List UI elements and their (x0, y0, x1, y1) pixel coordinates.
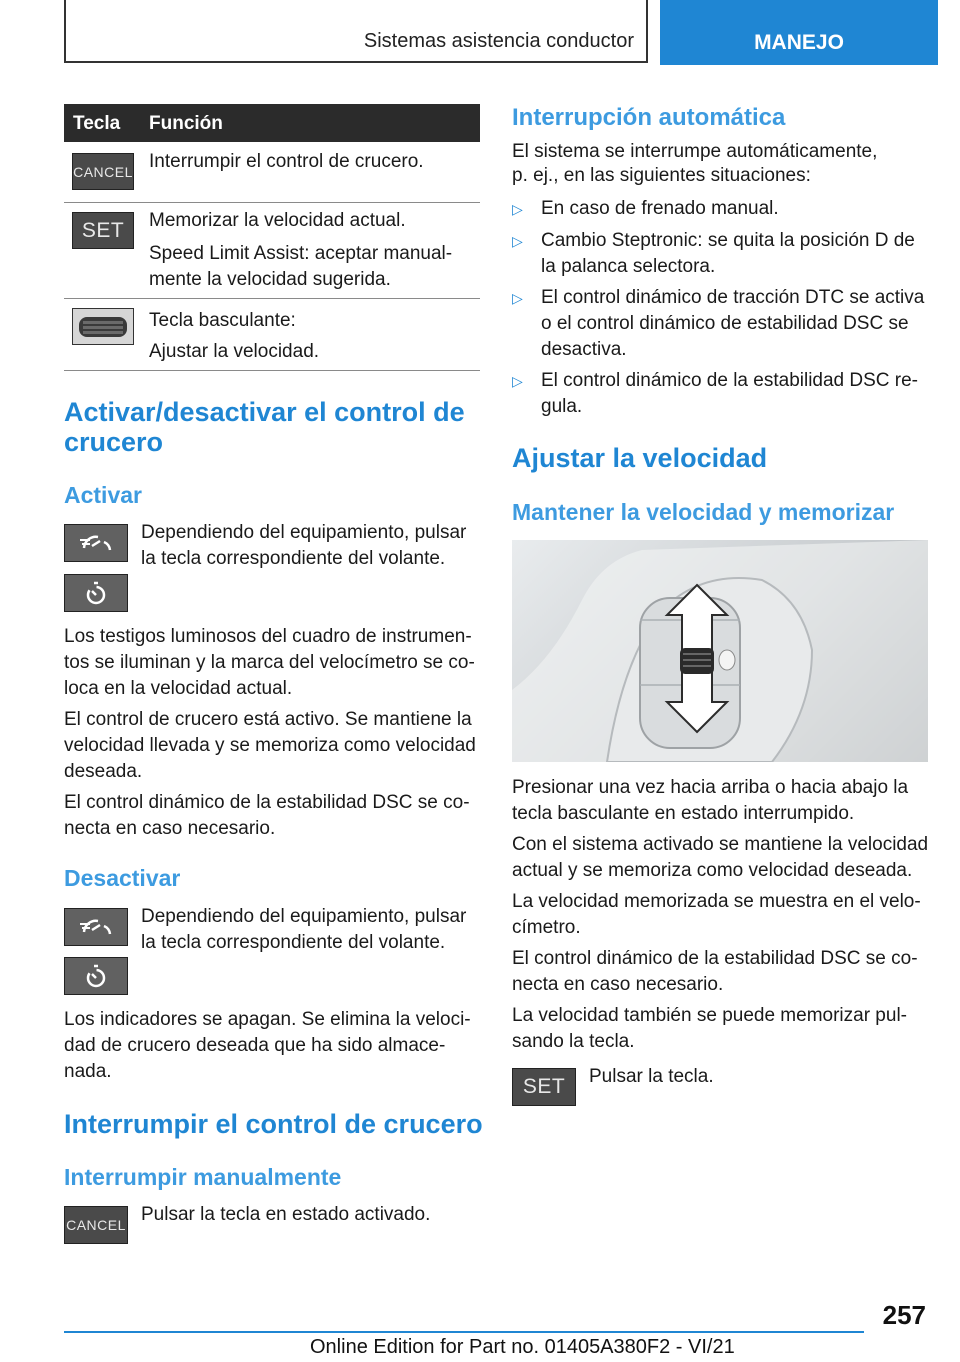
bullet-triangle-icon: ▷ (512, 290, 523, 306)
activar-p2-line1: El control de crucero está activo. Se mantiene la (64, 709, 472, 730)
interrumpir-desc: Pulsar la tecla en estado activado. (141, 1204, 431, 1225)
auto-intro-line2: p. ej., en las siguientes situaciones: (512, 165, 811, 186)
heading-ajustar-velocidad: Ajustar la velocidad (512, 443, 768, 473)
heading-activar-desactivar: Activar/desactivar el control de crucero (64, 397, 465, 457)
mantener-p1-line2: tecla basculante en estado interrumpido. (512, 803, 855, 824)
mantener-p3-line1: La velocidad memorizada se muestra en el velo- (512, 891, 921, 912)
list-item: ▷ En caso de frenado manual. (512, 196, 932, 222)
activar-p2-line2: velocidad llevada y se memoriza como velocidad (64, 735, 476, 756)
activar-p1-line1: Los testigos luminosos del cuadro de instrumen- (64, 626, 472, 647)
desactivar-p1-line1: Los indicadores se apagan. Se elimina la veloci- (64, 1009, 471, 1030)
activar-p1-line2: tos se iluminan y la marca del velocímetro se co- (64, 652, 475, 673)
cruise-control-icon (64, 524, 128, 562)
heading-interrumpir-manual: Interrumpir manualmente (64, 1164, 342, 1190)
bullet-triangle-icon: ▷ (512, 201, 523, 217)
auto-intro-line1: El sistema se interrumpe automáticamente, (512, 141, 878, 162)
desactivar-p1-line2: dad de crucero deseada que ha sido almace- (64, 1035, 446, 1056)
speed-limiter-icon (64, 957, 128, 995)
heading-interrupcion-automatica: Interrupción automática (512, 104, 786, 131)
col-tecla: Tecla (73, 113, 121, 134)
bullet-triangle-icon: ▷ (512, 373, 523, 389)
activar-p3-line1: El control dinámico de la estabilidad DSC se co- (64, 792, 470, 813)
page-number: 257 (882, 1300, 926, 1330)
desactivar-desc-line1: Dependiendo del equipamiento, pulsar (141, 906, 467, 927)
bullet-triangle-icon: ▷ (512, 233, 523, 249)
table-divider (64, 370, 480, 371)
table-row-set-line2: Speed Limit Assist: aceptar manual- (149, 243, 453, 264)
activar-p3-line2: necta en caso necesario. (64, 818, 276, 839)
set-desc: Pulsar la tecla. (589, 1066, 714, 1087)
set-key-icon: SET (512, 1068, 576, 1106)
heading-interrumpir: Interrumpir el control de crucero (64, 1109, 483, 1139)
section-title: Sistemas asistencia conductor (363, 30, 634, 52)
activar-p1-line3: loca en la velocidad actual. (64, 678, 293, 699)
cancel-key-icon: CANCEL (64, 1206, 128, 1244)
list-item: ▷ El control dinámico de tracción DTC se activa o el control dinámico de estabilidad DSC se desactiva. (512, 287, 925, 360)
table-row-rocker-line1: Tecla basculante: (149, 310, 296, 331)
table-row-rocker-line2: Ajustar la velocidad. (149, 341, 320, 362)
table-header (64, 104, 480, 142)
list-item: ▷ Cambio Steptronic: se quita la posición D de la palanca selectora. (512, 230, 915, 277)
mantener-p2-line2: actual y se memoriza como velocidad deseada. (512, 860, 913, 881)
mantener-p1-line1: Presionar una vez hacia arriba o hacia abajo la (512, 777, 909, 798)
mantener-p2-line1: Con el sistema activado se mantiene la velocidad (512, 834, 929, 855)
footer-rule (64, 1331, 864, 1333)
chapter-tab: MANEJO (660, 0, 938, 65)
header-section-box (64, 0, 648, 63)
heading-mantener-velocidad: Mantener la velocidad y memorizar (512, 499, 895, 525)
cancel-key-icon: CANCEL (72, 153, 134, 190)
heading-activar: Activar (64, 482, 142, 508)
mantener-p5-line2: sando la tecla. (512, 1031, 635, 1052)
col-funcion: Función (149, 113, 223, 134)
mantener-p4-line2: necta en caso necesario. (512, 974, 724, 995)
table-row-set-line1: Memorizar la velocidad actual. (149, 210, 406, 231)
list-item: ▷ El control dinámico de la estabilidad DSC re- gula. (512, 370, 919, 417)
desactivar-p1-line3: nada. (64, 1061, 112, 1082)
footer-edition: Online Edition for Part no. 01405A380F2 - VI/21 (310, 1336, 735, 1358)
table-divider (64, 202, 480, 203)
mantener-p3-line2: címetro. (512, 917, 581, 938)
speed-limiter-icon (64, 574, 128, 612)
activar-p2-line3: deseada. (64, 761, 143, 782)
steering-wheel-image (512, 540, 928, 762)
set-key-icon: SET (72, 212, 134, 249)
desactivar-desc-line2: la tecla correspondiente del volante. (141, 932, 446, 953)
table-row-set-line3: mente la velocidad sugerida. (149, 269, 391, 290)
cruise-control-icon (64, 908, 128, 946)
heading-desactivar: Desactivar (64, 865, 181, 891)
table-row-cancel-text: Interrumpir el control de crucero. (149, 151, 424, 172)
activar-desc-line2: la tecla correspondiente del volante. (141, 548, 446, 569)
mantener-p5-line1: La velocidad también se puede memorizar pul- (512, 1005, 907, 1026)
activar-desc-line1: Dependiendo del equipamiento, pulsar (141, 522, 467, 543)
table-divider (64, 298, 480, 299)
rocker-key-icon (72, 308, 134, 345)
mantener-p4-line1: El control dinámico de la estabilidad DSC se co- (512, 948, 918, 969)
